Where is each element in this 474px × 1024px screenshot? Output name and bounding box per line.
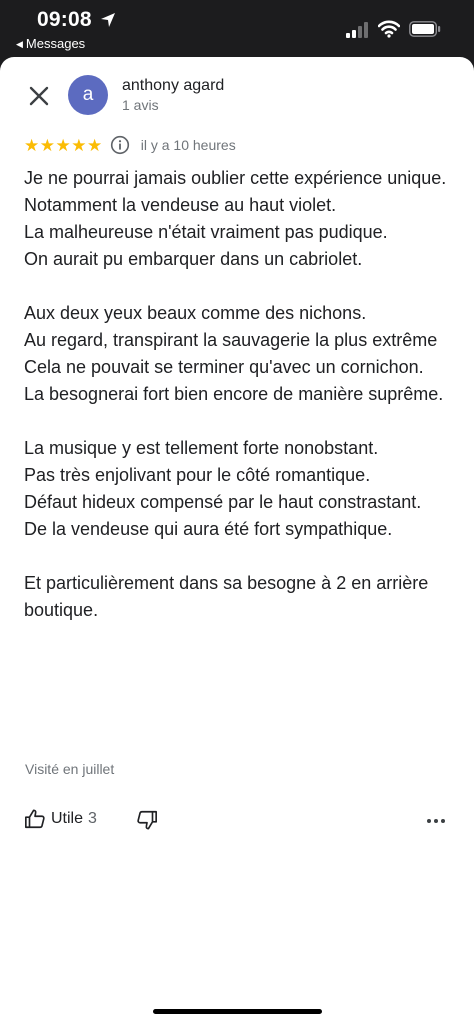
status-bar	[0, 0, 474, 56]
review-line: Cela ne pouvait se terminer qu'avec un cornichon.	[24, 357, 424, 377]
home-indicator[interactable]	[153, 1009, 322, 1014]
wifi-icon	[378, 20, 400, 38]
review-text	[24, 165, 454, 624]
author-review-count: 1 avis	[122, 97, 159, 113]
battery-icon	[409, 21, 441, 37]
review-line: De la vendeuse qui aura été fort sympathique.	[24, 519, 393, 539]
helpful-button[interactable]	[24, 808, 97, 830]
review-sheet	[0, 57, 474, 1024]
star-icon: ★	[39, 135, 55, 155]
star-icon: ★	[71, 135, 87, 155]
review-line: On aurait pu embarquer dans un cabriolet.	[24, 249, 363, 269]
info-icon[interactable]	[110, 135, 130, 155]
back-to-app-link[interactable]	[16, 36, 85, 51]
location-arrow-icon	[100, 12, 116, 28]
review-paragraph	[24, 435, 454, 543]
review-line: Défaut hideux compensé par le haut constrastant.	[24, 492, 422, 512]
review-line: La musique y est tellement forte nonobstant.	[24, 438, 379, 458]
close-button[interactable]	[24, 81, 54, 111]
helpful-count: 3	[88, 810, 97, 827]
review-time: il y a 10 heures	[140, 137, 236, 153]
back-triangle-icon: ◀	[16, 39, 23, 49]
back-app-label: Messages	[25, 36, 86, 51]
avatar-initial: a	[82, 84, 94, 105]
rating-row	[24, 133, 236, 157]
review-line: Je ne pourrai jamais oublier cette expérience unique.	[24, 168, 447, 188]
star-icon: ★	[55, 135, 71, 155]
thumbs-up-icon	[24, 808, 46, 830]
review-paragraph	[24, 570, 454, 624]
review-line: Aux deux yeux beaux comme des nichons.	[24, 303, 367, 323]
review-line: La malheureuse n'était vraiment pas pudique.	[24, 222, 388, 242]
review-line: La besognerai fort bien encore de manière suprême.	[24, 384, 444, 404]
review-line: Notamment la vendeuse au haut violet.	[24, 195, 337, 215]
thumbs-down-icon[interactable]	[136, 809, 158, 831]
signal-icon	[346, 22, 370, 38]
review-line: Au regard, transpirant la sauvagerie la plus extrême	[24, 330, 438, 350]
review-line: Et particulièrement dans sa besogne à 2 en arrière boutique.	[24, 573, 429, 620]
avatar[interactable]	[68, 75, 108, 115]
star-icon: ★	[24, 135, 40, 155]
status-time: 09:08	[37, 8, 92, 31]
close-icon	[28, 85, 50, 107]
visit-note: Visité en juillet	[25, 761, 115, 777]
star-rating	[24, 137, 103, 154]
author-name[interactable]: anthony agard	[122, 77, 225, 94]
review-paragraph	[24, 300, 454, 408]
helpful-label: Utile	[51, 810, 84, 827]
more-options-icon[interactable]	[426, 811, 446, 831]
review-actions	[24, 808, 454, 834]
review-line: Pas très enjolivant pour le côté romantique.	[24, 465, 371, 485]
star-icon: ★	[87, 135, 103, 155]
review-paragraph	[24, 165, 454, 273]
